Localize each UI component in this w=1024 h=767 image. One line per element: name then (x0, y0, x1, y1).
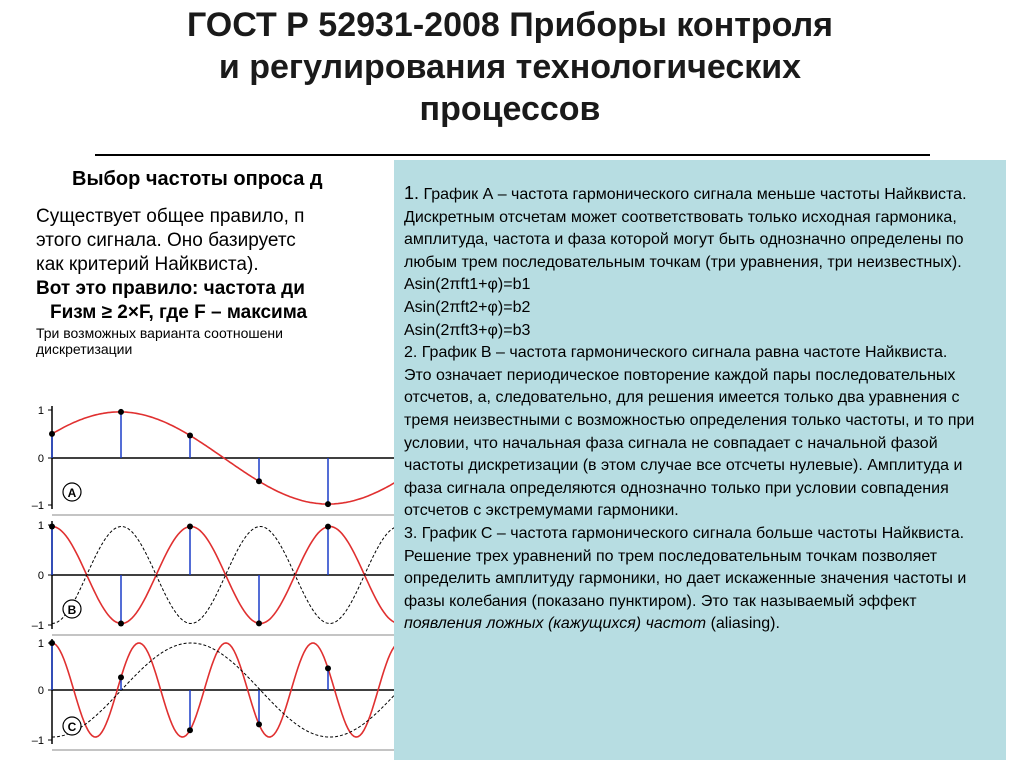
slide-body-text (36, 205, 406, 357)
paragraph-text: График А – частота гармонического сигнала меньше частоты Найквиста. Дискретным отсчетам может соответствовать только исходная гармоника, амплитуда, частота и фаза которой могут быть однозначно определены по любым трем последовательным точкам (три уравнения, три неизвестных). (404, 186, 967, 271)
graph-tick-label: –1 (31, 500, 44, 512)
title-line-3: процессов (419, 90, 601, 128)
body-line-7: дискретизации (36, 341, 133, 357)
paragraph-end: (aliasing). (710, 615, 780, 633)
graph-tick-label: 0 (37, 453, 44, 465)
sample-point (49, 524, 55, 530)
equation-3: Asin(2πft3+φ)=b3 (404, 321, 531, 339)
body-line-3: как критерий Найквиста). (36, 254, 259, 275)
slide-subtitle: Выбор частоты опроса д (72, 168, 323, 190)
graph-tick-label: 1 (37, 405, 44, 417)
graph-label: A (67, 486, 77, 500)
sample-point (118, 674, 124, 680)
sample-point (325, 665, 331, 671)
title-line-1: ГОСТ Р 52931-2008 Приборы контроля (186, 6, 834, 44)
title-line-2: и регулирования технологических (218, 48, 802, 86)
graph-tick-label: 1 (37, 638, 44, 650)
sample-point (256, 620, 262, 626)
paragraph-graph-b-detail: Это означает периодическое повторение каждой пары последовательных отсчетов, а, следовательно, для решения имеется только два уравнения с тремя неизвестными с возможностью определения только частоты, и то при условии, что начальная фаза сигнала не совпадает с начальной фазой частоты дискретизации (в этом случае все отсчеты нулевые). Амплитуда и фаза сигнала определяются однозначно только при условии совпадения отсчетов с экстремумами гармоники. (404, 366, 975, 520)
paragraph-graph-a (404, 182, 994, 274)
sample-point (256, 478, 262, 484)
paragraph-graph-c (404, 523, 994, 636)
title-underline (95, 154, 930, 156)
body-line-6: Три возможных варианта соотношени (36, 325, 283, 341)
sample-point (49, 431, 55, 437)
sample-point (49, 640, 55, 646)
body-line-2: этого сигнала. Оно базируетс (36, 230, 296, 251)
sample-point (187, 432, 193, 438)
paragraph-number: 1. (404, 183, 420, 203)
slide-title (60, 4, 960, 130)
sample-point (256, 721, 262, 727)
paragraph-graph-b: 2. График В – частота гармонического сигнала равна частоте Найквиста. (404, 344, 948, 362)
equation-1: Asin(2πft1+φ)=b1 (404, 276, 531, 294)
equation-2: Asin(2πft2+φ)=b2 (404, 298, 531, 316)
sampling-graphs (0, 398, 400, 767)
sample-point (187, 524, 193, 530)
body-line-4: Вот это правило: частота ди (36, 278, 305, 299)
sample-point (325, 524, 331, 530)
body-line-1: Существует общее правило, п (36, 206, 305, 227)
graph-tick-label: –1 (31, 620, 44, 632)
sample-point (187, 727, 193, 733)
sample-point (118, 409, 124, 415)
graph-tick-label: 0 (37, 685, 44, 697)
sample-point (118, 620, 124, 626)
graph-label: C (67, 720, 77, 734)
explanation-panel (394, 160, 1006, 760)
graph-label: B (67, 603, 77, 617)
aliasing-term: появления ложных (кажущихся) частот (404, 615, 707, 633)
sample-point (325, 501, 331, 507)
graph-tick-label: –1 (31, 735, 44, 747)
paragraph-text: 3. График С – частота гармонического сигнала больше частоты Найквиста. Решение трех уравнений по трем последовательным точкам позволяет определить амплитуду гармоники, но дает искаженные значения частоты и фазы колебания (показано пунктиром). Это так называемый эффект (404, 524, 967, 610)
graph-tick-label: 0 (37, 570, 44, 582)
body-line-5: Fизм ≥ 2×F, где F – максима (50, 302, 308, 323)
graph-tick-label: 1 (37, 520, 44, 532)
